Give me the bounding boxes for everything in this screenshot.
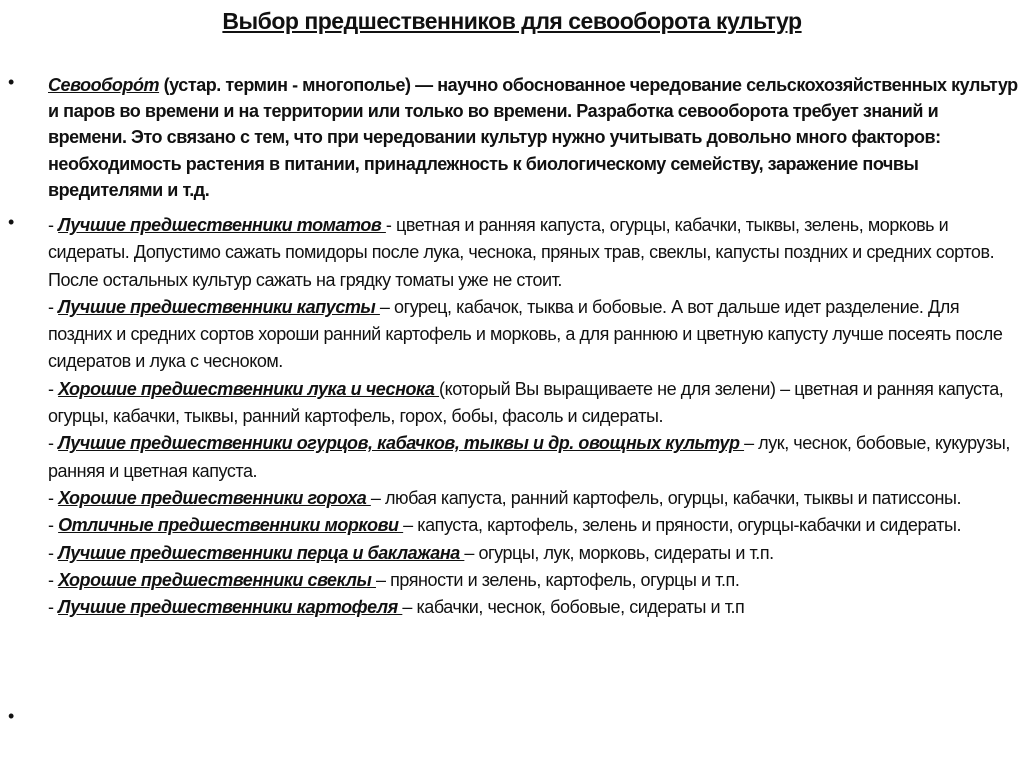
list-item: [48, 212, 1018, 294]
list-item: [48, 540, 1018, 567]
entry-text: – любая капуста, ранний картофель, огурцы, кабачки, тыквы и патиссоны.: [370, 487, 962, 508]
list-item: [48, 594, 1018, 621]
dash: -: [48, 515, 59, 536]
dash: -: [48, 433, 59, 454]
entry-term: Хорошие предшественники свеклы: [58, 569, 376, 590]
list-item: [48, 376, 1018, 431]
list-item: [48, 512, 1018, 539]
dash: -: [48, 487, 59, 508]
intro-term: Севооборо́т: [48, 75, 160, 95]
entry-text: – капуста, картофель, зелень и пряности, огурцы-кабачки и сидераты.: [403, 515, 962, 536]
entry-text: – огурцы, лук, морковь, сидераты и т.п.: [464, 542, 774, 563]
entry-text: - цветная и ранняя капуста, огурцы, кабачки, тыквы, зелень, морковь и сидераты. Допустимо сажать помидоры после лука, чеснока, пряных трав, свеклы, капусты поздних и средних сортов. После остальных культур сажать на грядку томаты уже не стоит.: [48, 215, 995, 290]
dash: -: [48, 597, 59, 618]
entry-term: Хорошие предшественники лука и чеснока: [58, 378, 440, 399]
entry-text: – лук, чеснок, бобовые, кукурузы, ранняя и цветная капуста.: [48, 433, 1010, 481]
bullet-marker: •: [8, 72, 15, 92]
entry-term: Лучшие предшественники капусты: [58, 296, 380, 317]
list-item: [48, 294, 1018, 376]
dash: -: [48, 542, 59, 563]
dash: -: [48, 215, 59, 235]
list-item: [48, 567, 1018, 594]
slide-title: Выбор предшественников для севооборота культур: [222, 8, 802, 34]
dash: -: [48, 296, 59, 317]
entry-term: Лучшие предшественники перца и баклажана: [58, 542, 465, 563]
entry-term: Хорошие предшественники гороха: [58, 487, 371, 508]
entry-text: – пряности и зелень, картофель, огурцы и т.п.: [375, 569, 740, 590]
dash: -: [48, 569, 59, 590]
list-item: [48, 485, 1018, 512]
list-item: [48, 430, 1018, 485]
entry-text: – кабачки, чеснок, бобовые, сидераты и т.п: [402, 597, 745, 618]
intro-text: (устар. термин - многополье) — научно обоснованное чередование сельскохозяйственных культур и паров во времени и на территории или только во времени. Разработка севооборота требует знаний и времени. Это связано с тем, что при чередовании культур нужно учитывать довольно много факторов: необходимость растения в питании, принадлежность к биологическому семейству, заражение почвы вредителями и т.д.: [48, 75, 1018, 200]
entry-term: Отличные предшественники моркови: [58, 515, 404, 536]
entry-term: Лучшие предшественники картофеля: [58, 597, 403, 618]
entry-text: – огурец, кабачок, тыква и бобовые. А вот дальше идет разделение. Для поздних и средних сортов хороши ранний картофель и морковь, а для раннюю и цветную капусту лучше посеять после сидератов и лука с чесноком.: [48, 296, 1003, 372]
entry-term: Лучшие предшественники огурцов, кабачков, тыквы и др. овощных культур: [58, 433, 745, 454]
intro-paragraph: [48, 72, 1018, 203]
bullet-marker: •: [8, 212, 15, 232]
bullet-marker: •: [8, 706, 15, 726]
predecessors-list: [48, 212, 1018, 621]
entry-text: (который Вы выращиваете не для зелени) – цветная и ранняя капуста, огурцы, кабачки, тыквы, ранний картофель, горох, бобы, фасоль и сидераты.: [48, 378, 1004, 427]
dash: -: [48, 378, 59, 399]
entry-term: Лучшие предшественники томатов: [58, 215, 386, 235]
